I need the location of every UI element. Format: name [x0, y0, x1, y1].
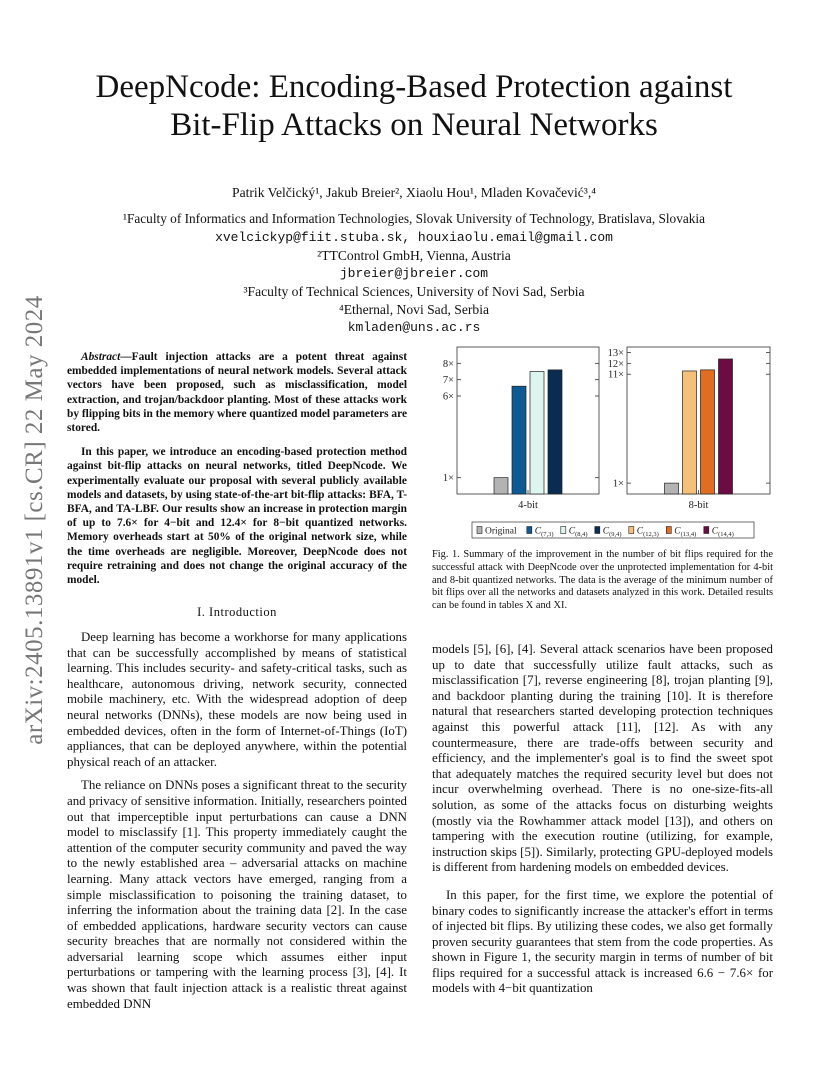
affiliation-1: ¹Faculty of Informatics and Information Technologies, Slovak University of Technology, Bratislava, Slovakia — [122, 211, 706, 226]
affiliation-3: ³Faculty of Technical Sciences, University of Novi Sad, Serbia — [243, 284, 585, 299]
x-tick-label: 8-bit — [688, 500, 709, 511]
title-line-2: Bit-Flip Attacks on Neural Networks — [170, 107, 658, 143]
legend-label-6: $C_{(14,4)}$ — [711, 526, 734, 538]
legend-label-5: $C_{(13,4)}$ — [674, 526, 697, 538]
email-line-3: kmladen@uns.ac.rs — [347, 320, 481, 335]
bar-8-bit-3 — [719, 359, 733, 494]
arxiv-stamp — [10, 270, 60, 770]
legend-swatch-3 — [595, 527, 600, 534]
y-tick-label: 7× — [442, 375, 454, 387]
right-paragraph-2: In this paper, for the first time, we explore the potential of binary codes to significantly increase the attacker's effort in terms of injected bit flips. By utilizing these codes, we also get formally proven security guarantees that stem from the code properties. As shown in Figure 1, the security margin in terms of number of bit flips required for a successful attack is increased 6.6 − 7.6× for models with 4−bit quantization — [432, 887, 773, 996]
bar-4-bit-0 — [494, 478, 508, 494]
abstract-paragraph-1: —Fault injection attacks are a potent threat against embedded implementations of neural network models. Several attack vectors have been proposed, such as misclassification, model extraction, and trojan/backdoor planting. Most of these attacks work by flipping bits in the memory where quantized model parameters are stored. — [67, 351, 408, 435]
bar-4-bit-2 — [530, 372, 544, 495]
chart-panel-frame-1 — [627, 347, 770, 494]
y-tick-label: 12× — [607, 358, 624, 370]
arxiv-stamp-text: arXiv:2405.13891v1 [cs.CR] 22 May 2024 — [21, 295, 48, 745]
legend-swatch-6 — [704, 527, 709, 534]
abstract — [67, 350, 407, 587]
legend-label-1: $C_{(7,3)}$ — [534, 526, 554, 538]
email-line-1: xvelcickyp@fiit.stuba.sk, houxiaolu.email@gmail.com — [215, 230, 613, 245]
abstract-paragraph-2: In this paper, we introduce an encoding-based protection method against bit-flip attacks on neural networks, titled DeepNcode. We experimentally evaluate our proposal with several publicly available models and datasets, by using state-of-the-art bit-flip attacks: BFA, T-BFA, and TA-LBF. Our results show an increase in protection margin of up to 7.6× for 4−bit and 12.4× for 8−bit quantized networks. Memory overheads start at 50% of the original network size, while the time overheads are negligible. Moreover, DeepNcode does not require retraining and does not change the original accuracy of the model. — [67, 446, 407, 587]
legend-label-2: $C_{(8,4)}$ — [568, 526, 588, 538]
y-tick-label: 1× — [442, 473, 454, 485]
left-column-body — [67, 630, 407, 1012]
figure-1-caption: Fig. 1. Summary of the improvement in the number of bit flips required for the successful attack with DeepNcode over the unprotected implementation for 4-bit and 8-bit quantized networks. The data is the average of the minimum number of bit flips over all the networks and datasets analyzed in this work. Detailed results can be found in tables X and XI. — [432, 549, 773, 612]
author-list: Patrik Velčický¹, Jakub Breier², Xiaolu Hou¹, Mladen Kovačević³,⁴ — [232, 185, 596, 200]
legend-label-4: $C_{(12,3)}$ — [636, 526, 659, 538]
legend-label-3: $C_{(9,4)}$ — [602, 526, 622, 538]
legend-swatch-1 — [527, 527, 532, 534]
legend-swatch-0 — [477, 527, 482, 534]
bar-4-bit-3 — [548, 370, 562, 494]
affiliation-2: ²TTControl GmbH, Vienna, Austria — [317, 248, 511, 263]
legend-label-0: Original — [485, 526, 517, 537]
email-line-2: jbreier@jbreier.com — [339, 266, 489, 281]
section-heading-introduction: I. Introduction — [197, 605, 277, 619]
bar-8-bit-1 — [683, 371, 697, 494]
y-tick-label: 1× — [612, 478, 624, 490]
figure-1-chart — [430, 343, 775, 543]
bar-8-bit-0 — [665, 483, 679, 494]
affiliation-4: ⁴Ethernal, Novi Sad, Serbia — [338, 302, 490, 317]
legend-swatch-5 — [666, 527, 671, 534]
y-tick-label: 13× — [607, 347, 624, 359]
title-line-1: DeepNcode: Encoding-Based Protection against — [95, 69, 733, 105]
legend-swatch-2 — [561, 527, 566, 534]
figure-1 — [430, 343, 775, 543]
intro-paragraph-1: Deep learning has become a workhorse for many applications that can be successfully accomplished by means of statistical learning. This includes security- and safety-critical tasks, such as healthcare, autonomous driving, network security, connected mobile machinery, etc. With the widespread adoption of deep neural networks (DNNs), these models are now being used in embedded devices, often in the form of Internet-of-Things (IoT) appliances, that can be deployed anywhere, within the potential physical reach of an attacker. — [67, 630, 407, 769]
bar-8-bit-2 — [701, 370, 715, 494]
x-tick-label: 4-bit — [518, 500, 538, 511]
paper-title — [60, 68, 768, 144]
y-tick-label: 11× — [607, 369, 624, 381]
y-tick-label: 6× — [442, 391, 454, 403]
right-paragraph-1: models [5], [6], [4]. Several attack scenarios have been proposed up to date that successfully utilize fault attacks, such as misclassification [7], reverse engineering [8], trojan planting [9], and backdoor planting during the training [10]. It is therefore natural that researchers started developing protection techniques against this powerful attack [11], [12]. As with any countermeasure, there are trade-offs between security and efficiency, and the implementer's goal is to find the sweet spot that adequately matches the required security level but does not incur overwhelming overhead. There is no one-size-fits-all solution, as some of the attacks focus on disturbing weights (mostly via the Rowhammer attack model [13]), and others on tampering with the execution routine (utilizing, for example, instruction skips [5]). Similarly, protecting GPU-deployed models is different from hardening models on embedded devices. — [432, 642, 773, 875]
abstract-label: Abstract — [81, 351, 121, 363]
bar-4-bit-1 — [512, 386, 526, 494]
right-column-body — [432, 642, 773, 997]
chart-panel-frame-0 — [457, 347, 599, 494]
intro-paragraph-2: The reliance on DNNs poses a significant threat to the security and privacy of sensitive information. Initially, researchers pointed out that imperceptible input perturbations can cause a DNN model to misclassify [1]. This property immediately caught the attention of the computer security community and paved the way to the newly established area – adversarial attacks on machine learning. Many attack vectors have emerged, ranging from a simple misclassification to poisoning the training dataset, to inferring the information about the training data [2]. In the case of embedded applications, hardware security vectors can cause security breaches that are normally not considered within the adversarial learning scope which assumes either input perturbations or tampering with the learning process [3], [4]. It was shown that fault injection attack is a realistic threat against embedded DNN — [67, 778, 407, 1011]
y-tick-label: 8× — [442, 358, 454, 370]
legend-swatch-4 — [629, 527, 634, 534]
